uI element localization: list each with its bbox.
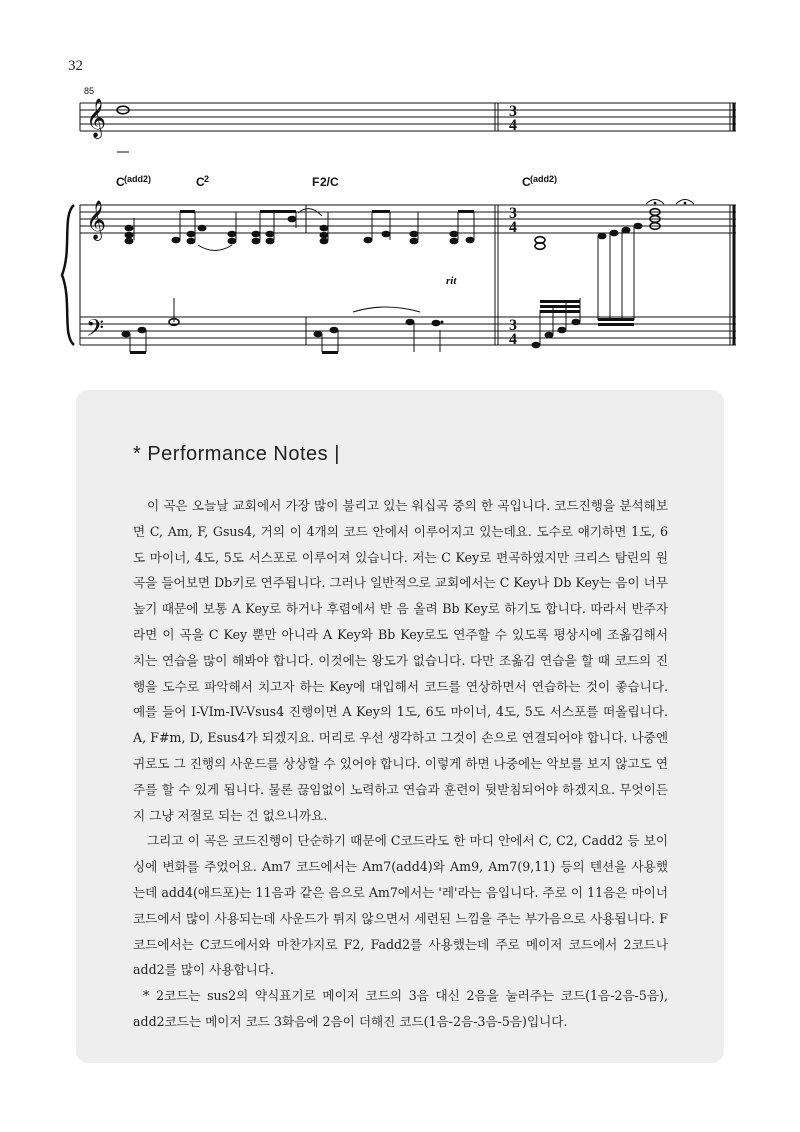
- svg-text:𝄞: 𝄞: [86, 200, 107, 240]
- chord-symbol: [522, 174, 557, 189]
- svg-text:F: F: [312, 175, 320, 189]
- svg-text:2/C: 2/C: [320, 175, 339, 189]
- measure-number: 85: [84, 86, 95, 96]
- melody-staff: [80, 103, 736, 131]
- svg-text:(add2): (add2): [530, 174, 557, 184]
- page-number: 32: [68, 58, 83, 74]
- time-sig-top: 3: [509, 205, 517, 222]
- svg-text:𝄞: 𝄞: [86, 98, 107, 138]
- svg-text:2: 2: [204, 174, 210, 184]
- svg-text:𝄢: 𝄢: [86, 314, 105, 347]
- chord-symbol: [312, 175, 339, 189]
- time-sig-bottom: 4: [509, 219, 517, 236]
- chord-symbol: [116, 174, 151, 189]
- notes-paragraph: 이 곡은 오늘날 교회에서 가장 많이 불리고 있는 워십곡 중의 한 곡입니다. 코드진행을 분석해보면 C, Am, F, Gsus4, 거의 이 4개의 코드 안에서 이루어지고 있는데요. 도수로 얘기하면 1도, 6도 마이너, 4도, 5도 서스포로 이루어져 있습니다. 저는 C Key로 편곡하였지만 크리스 탐린의 원곡을 들어보면 Db키로 연주됩니다. 그러나 일반적으로 교회에서는 C Key나 Db Key는 음이 너무 높기 때문에 보통 A Key로 하거나 후렴에서 반 음 올려 Bb Key로 하기도 합니다. 따라서 반주자라면 이 곡을 C Key 뿐만 아니라 A Key와 Bb Key로도 연주할 수 있도록 평상시에 조옮김해서 치는 연습을 많이 해봐야 합니다. 이것에는 왕도가 없습니다. 다만 조옮김 연습을 할 때 코드의 진행을 도수로 파악해서 치고자 하는 Key에 대입해서 코드를 연상하면서 연습하는 것이 좋습니다. 예를 들어 I-VIm-IV-Vsus4 진행이면 A Key의 1도, 6도 마이너, 4도, 5도 서스포를 떠올립니다. A, F#m, D, Esus4가 되겠지요. 머리로 우선 생각하고 그것이 손으로 연결되어야 합니다. 나중엔 귀로도 그 진행의 사운드를 상상할 수 있어야 합니다. 이렇게 하면 나중에는 악보를 보지 않고도 연주를 할 수 있게 됩니다. 물론 끊임없이 노력하고 연습과 훈련이 뒷받침되어야 하겠지요. 무엇이든지 그냥 저절로 되는 건 없으니까요.: [133, 498, 668, 823]
- svg-text:(add2): (add2): [124, 174, 151, 184]
- notes-paragraph: 그리고 이 곡은 코드진행이 단순하기 때문에 C코드라도 한 마디 안에서 C, C2, Cadd2 등 보이싱에 변화를 주었어요. Am7 코드에서는 Am7(add4)와 Am9, Am7(9,11) 등의 텐션을 사용했는데 add4(애드포)는 11음과 같은 음으로 Am7에서는 '레'라는 음입니다. 주로 이 11음은 마이너 코드에서 많이 사용되는데 사운드가 튀지 않으면서 세련된 느낌을 주는 부가음으로 사용됩니다. F코드에서는 C코드에서와 마찬가지로 F2, Fadd2를 사용했는데 주로 메이저 코드에서 2코드나 add2를 많이 사용합니다.: [133, 833, 668, 978]
- tempo-marking: rit: [446, 275, 457, 287]
- time-sig-bottom: 4: [509, 117, 517, 134]
- time-sig-top: 3: [509, 103, 517, 120]
- svg-text:C: C: [116, 175, 125, 189]
- time-sig-bottom: 4: [509, 331, 517, 348]
- svg-text:C: C: [196, 175, 205, 189]
- performance-notes-heading: * Performance Notes |: [133, 443, 340, 465]
- sheet-music-score: [0, 0, 800, 380]
- time-sig-top: 3: [509, 317, 517, 334]
- performance-notes-body: [133, 493, 668, 1035]
- svg-text:C: C: [522, 175, 531, 189]
- notes-footnote: * 2코드는 sus2의 약식표기로 메이저 코드의 3음 대신 2음을 눌러주는 코드(1음-2음-5음), add2코드는 메이저 코드 3화음에 2음이 더해진 코드(1음-2음-3음-5음)입니다.: [133, 988, 668, 1029]
- chord-symbol: [196, 174, 209, 189]
